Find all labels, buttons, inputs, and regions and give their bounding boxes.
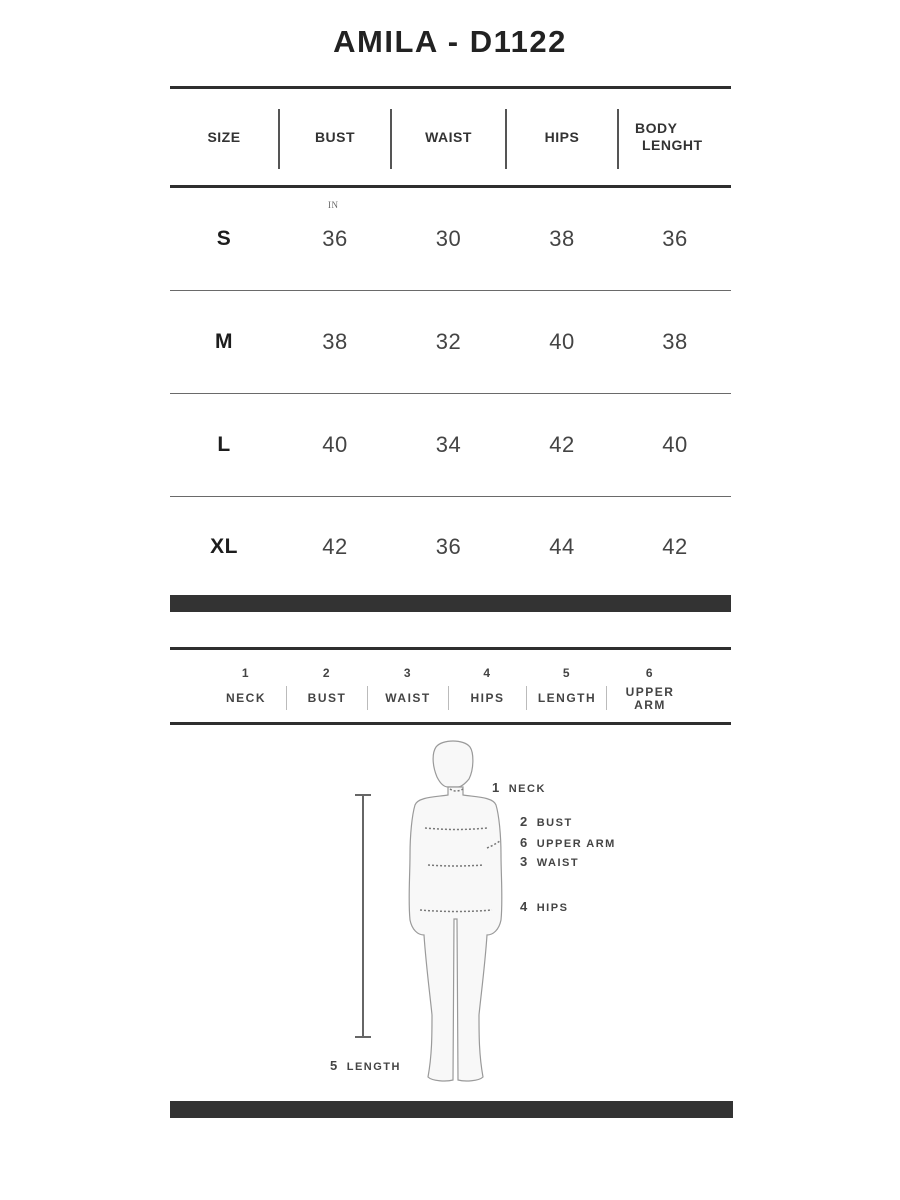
guide-item-length: [527, 650, 607, 722]
guide-item-hips: [449, 650, 526, 722]
figure-label-text: HIPS: [536, 902, 569, 914]
header-body-length-line2: LENGHT: [642, 137, 703, 153]
size-chart-table: [170, 86, 731, 597]
cell-body-length: 38: [662, 329, 688, 354]
table-row: [170, 497, 731, 597]
figure-label-number: 2: [520, 814, 529, 829]
header-body-length-line1: BODY: [635, 120, 678, 136]
cell-size: M: [215, 330, 233, 353]
cell-body-length: 36: [662, 226, 688, 251]
figure-label-text: WAIST: [536, 857, 580, 869]
table-header-row: [170, 89, 731, 185]
cell-hips: 44: [549, 534, 575, 559]
figure-bottom-bar: [170, 1101, 733, 1118]
cell-size: XL: [210, 535, 238, 558]
cell-bust: 42: [322, 534, 348, 559]
body-measurement-figure: [170, 725, 733, 1095]
header-waist: WAIST: [425, 129, 472, 145]
guide-item-number: 6: [645, 666, 655, 680]
figure-label-neck: [492, 780, 546, 795]
figure-label-text: UPPER ARM: [536, 838, 616, 850]
figure-label-number: 1: [492, 780, 501, 795]
table-bottom-bar: [170, 595, 731, 612]
figure-label-number: 3: [520, 854, 529, 869]
figure-label-upper-arm: [520, 835, 616, 850]
guide-item-number: 1: [241, 666, 251, 680]
cell-size: L: [217, 433, 231, 456]
figure-label-number: 5: [330, 1058, 339, 1073]
header-hips: HIPS: [544, 129, 580, 145]
guide-item-neck: [206, 650, 286, 722]
figure-label-number: 4: [520, 899, 529, 914]
cell-waist: 34: [435, 432, 462, 457]
table-row: [170, 291, 731, 394]
header-body-length: [619, 89, 731, 185]
figure-label-text: BUST: [536, 817, 573, 829]
unit-label: IN: [328, 200, 339, 210]
guide-item-label: WAIST: [385, 691, 431, 705]
measurement-guide-header: [170, 647, 731, 725]
cell-waist: 32: [435, 329, 462, 354]
guide-item-number: 4: [483, 666, 492, 680]
header-bust: BUST: [314, 129, 356, 145]
cell-hips: 38: [549, 226, 575, 251]
cell-waist: 36: [435, 534, 462, 559]
figure-label-text: LENGTH: [346, 1061, 401, 1073]
cell-bust: 40: [322, 432, 348, 457]
guide-item-label: HIPS: [470, 691, 505, 705]
figure-label-text: NECK: [508, 783, 546, 795]
table-row: [170, 394, 731, 497]
body-silhouette-icon: [170, 725, 733, 1095]
guide-item-upper-arm: [610, 650, 690, 722]
cell-bust: 38: [322, 329, 348, 354]
guide-item-waist: [368, 650, 448, 722]
guide-item-label-line1: UPPER: [625, 685, 675, 699]
guide-item-label-line2: ARM: [634, 698, 666, 712]
cell-body-length: 42: [662, 534, 688, 559]
guide-item-bust: [287, 650, 367, 722]
guide-item-number: 3: [403, 666, 413, 680]
cell-bust: 36: [322, 226, 348, 251]
guide-item-number: 2: [322, 666, 332, 680]
cell-body-length: 40: [662, 432, 688, 457]
table-row: [170, 188, 731, 291]
guide-items-row: [170, 650, 731, 722]
cell-hips: 40: [549, 329, 575, 354]
cell-hips: 42: [549, 432, 575, 457]
guide-item-label: NECK: [225, 691, 266, 705]
guide-item-number: 5: [562, 666, 572, 680]
guide-divider: [606, 686, 607, 710]
header-size: SIZE: [207, 129, 241, 145]
figure-label-number: 6: [520, 835, 529, 850]
cell-waist: 30: [435, 226, 462, 251]
figure-label-bust: [520, 814, 573, 829]
cell-size: S: [216, 227, 232, 250]
guide-item-label: [610, 686, 690, 712]
figure-label-length: [330, 1058, 401, 1073]
guide-item-label: BUST: [307, 691, 347, 705]
figure-label-hips: [520, 899, 568, 914]
guide-item-label: LENGTH: [537, 691, 597, 705]
figure-label-waist: [520, 854, 579, 869]
page-title: AMILA - D1122: [333, 24, 567, 59]
